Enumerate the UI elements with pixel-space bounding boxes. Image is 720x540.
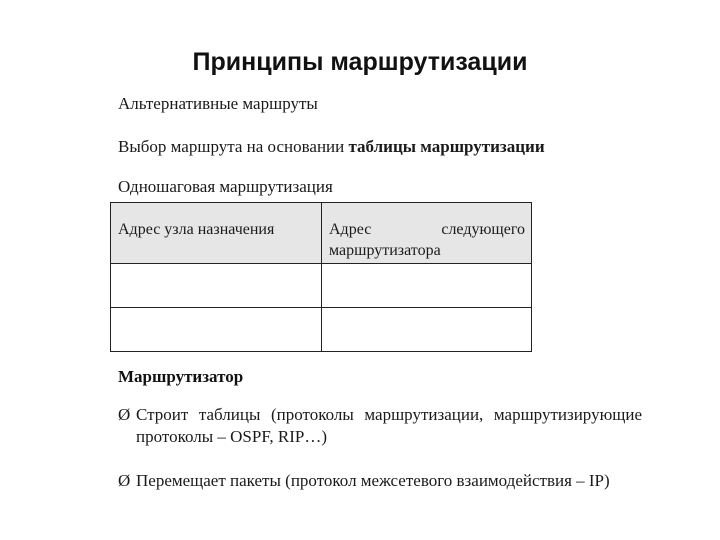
bullet-text: Перемещает пакеты (протокол межсетевого взаимодействия – IP) [136, 471, 610, 490]
arrow-bullet-icon: Ø [118, 405, 131, 424]
routing-table-header-row [111, 203, 532, 264]
bullet-text: Строит таблицы (протоколы маршрутизации, маршрутизирующие протоколы – OSPF, RIP…) [136, 405, 642, 446]
table-cell [111, 264, 322, 308]
route-selection-text [118, 137, 545, 157]
table-row [111, 264, 532, 308]
routing-table-bold: таблицы маршрутизации [348, 137, 545, 156]
header-next-hop-label: Адрес следующего маршрутизатора [329, 221, 525, 259]
header-destination-label: Адрес узла назначения [118, 221, 275, 238]
bullet-item [118, 404, 642, 448]
router-heading: Маршрутизатор [118, 367, 244, 386]
header-cell-destination [111, 203, 322, 264]
routing-table [110, 202, 532, 352]
alternative-routes-text: Альтернативные маршруты [118, 94, 318, 113]
single-hop-routing-text: Одношаговая маршрутизация [118, 177, 333, 196]
slide-title: Принципы маршрутизации [192, 48, 528, 76]
table-cell [322, 308, 532, 352]
header-cell-next-hop [322, 203, 532, 264]
table-row [111, 308, 532, 352]
bullet-item [118, 470, 642, 492]
table-cell [322, 264, 532, 308]
route-selection-prefix: Выбор маршрута на основании [118, 137, 349, 156]
table-cell [111, 308, 322, 352]
arrow-bullet-icon: Ø [118, 471, 131, 490]
